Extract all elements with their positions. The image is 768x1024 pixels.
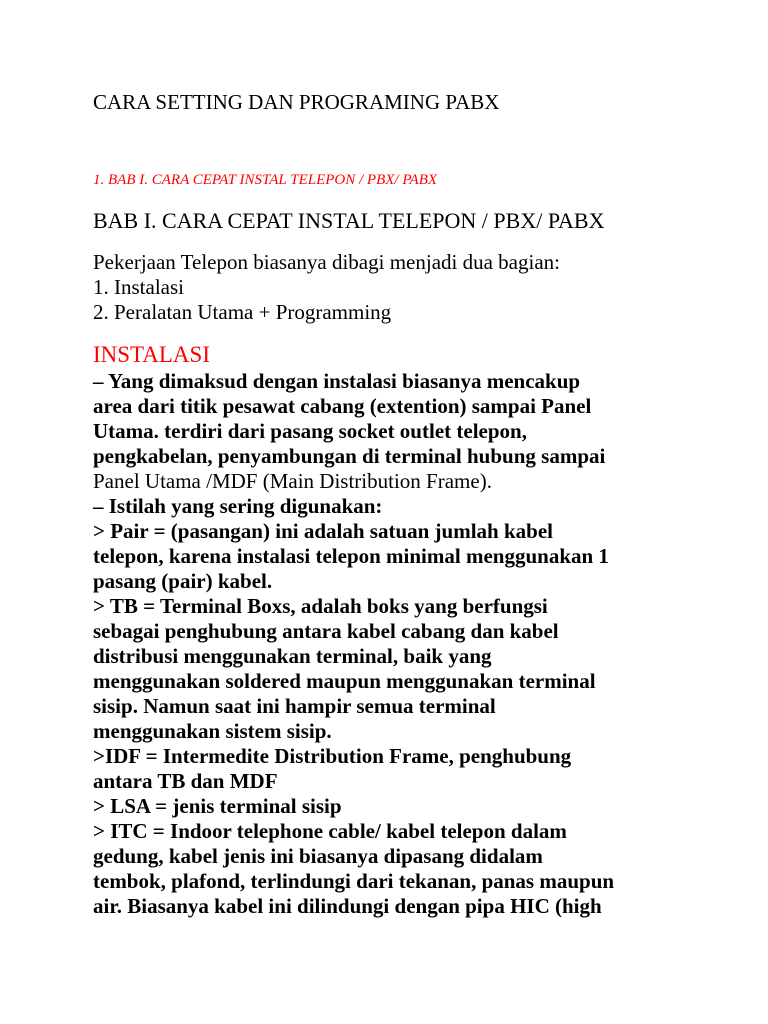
body-line: sebagai penghubung antara kabel cabang dan kabel	[93, 619, 559, 643]
body-line: Utama. terdiri dari pasang socket outlet telepon,	[93, 419, 527, 443]
toc-link-bab-1[interactable]: 1. BAB I. CARA CEPAT INSTAL TELEPON / PBX/ PABX	[93, 172, 438, 188]
intro-line: Pekerjaan Telepon biasanya dibagi menjadi dua bagian:	[93, 250, 560, 274]
body-line: > TB = Terminal Boxs, adalah boks yang berfungsi	[93, 594, 548, 618]
body-line: >IDF = Intermedite Distribution Frame, penghubung	[93, 744, 572, 768]
body-line: antara TB dan MDF	[93, 769, 278, 793]
body-line: menggunakan soldered maupun menggunakan terminal	[93, 669, 596, 693]
body-line: > LSA = jenis terminal sisip	[93, 794, 342, 818]
body-line: distribusi menggunakan terminal, baik yang	[93, 644, 492, 668]
body-line: gedung, kabel jenis ini biasanya dipasang didalam	[93, 844, 543, 868]
body-line: tembok, plafond, terlindungi dari tekanan, panas maupun	[93, 869, 615, 893]
body-line: > ITC = Indoor telephone cable/ kabel telepon dalam	[93, 819, 567, 843]
body-line: pengkabelan, penyambungan di terminal hubung sampai	[93, 444, 606, 468]
body-line: Panel Utama /MDF (Main Distribution Frame).	[93, 469, 492, 493]
body-line: – Yang dimaksud dengan instalasi biasanya mencakup	[93, 369, 581, 393]
intro-list-item-peralatan: 2. Peralatan Utama + Programming	[93, 300, 392, 324]
body-text	[93, 369, 614, 919]
body-line: – Istilah yang sering digunakan:	[93, 494, 383, 518]
body-line: sisip. Namun saat ini hampir semua terminal	[93, 694, 496, 718]
body-line: telepon, karena instalasi telepon minimal menggunakan 1	[93, 544, 609, 568]
body-line: pasang (pair) kabel.	[93, 569, 273, 593]
document-title: CARA SETTING DAN PROGRAMING PABX	[93, 90, 500, 114]
intro-list-item-instalasi: 1. Instalasi	[93, 275, 184, 299]
section-heading-instalasi: INSTALASI	[93, 342, 210, 367]
intro-paragraph	[93, 250, 560, 325]
body-line: area dari titik pesawat cabang (extention) sampai Panel	[93, 394, 592, 418]
body-line: air. Biasanya kabel ini dilindungi dengan pipa HIC (high	[93, 894, 602, 918]
body-line: > Pair = (pasangan) ini adalah satuan jumlah kabel	[93, 519, 553, 543]
body-line: menggunakan sistem sisip.	[93, 719, 332, 743]
bab-heading: BAB I. CARA CEPAT INSTAL TELEPON / PBX/ PABX	[93, 208, 605, 233]
